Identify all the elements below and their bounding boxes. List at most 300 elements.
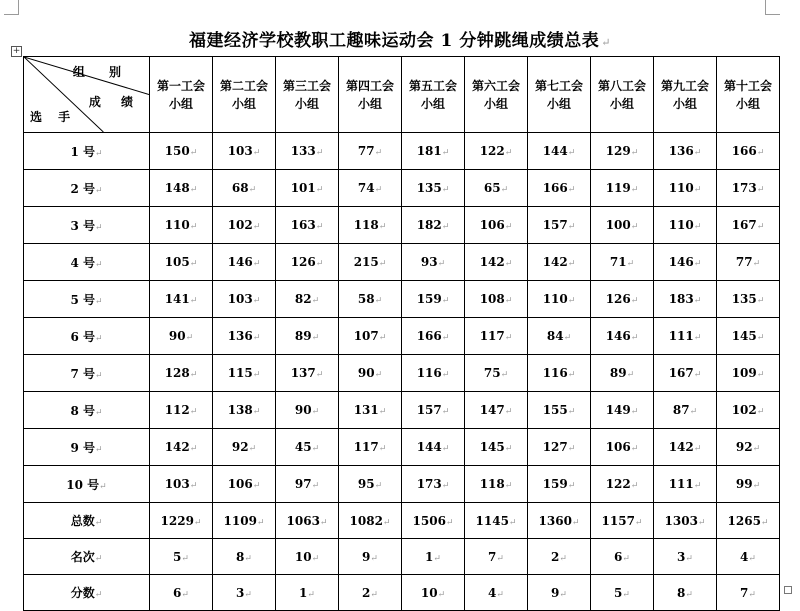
table-cell [717,392,780,429]
cell-value: 167 [731,218,757,232]
cell-value: 2 [551,549,560,564]
cell-value: 173 [416,477,442,491]
cell-end-mark: ↵ [311,407,320,417]
row-label-text: 10 号 [66,477,100,492]
cell-value: 6 [173,585,182,600]
cell-end-mark: ↵ [189,222,198,232]
table-cell [213,281,276,318]
end-of-table-mark [784,586,792,594]
cell-end-mark: ↵ [378,222,387,232]
column-header-label [346,79,394,111]
cell-value: 84 [546,329,564,343]
cell-value: 111 [668,477,694,491]
cell-end-mark: ↵ [504,407,513,417]
cell-value: 163 [290,218,316,232]
cell-value: 77 [735,255,753,269]
column-header-line: 小组 [546,96,571,111]
cell-value: 144 [416,440,442,454]
table-row [24,207,780,244]
table-cell [276,355,339,392]
table-cell [528,281,591,318]
table-cell [591,539,654,575]
cell-end-mark: ↵ [756,148,765,158]
table-cell [276,392,339,429]
table-cell [339,281,402,318]
table-cell [402,207,465,244]
cell-value: 106 [479,218,505,232]
cell-value: 1 [425,549,434,564]
column-header-line: 第八工会 [597,78,646,93]
cell-value: 87 [672,403,690,417]
table-cell [150,503,213,539]
cell-value: 138 [227,403,253,417]
cell-end-mark: ↵ [433,553,441,564]
cell-end-mark: ↵ [622,589,630,600]
cell-end-mark: ↵ [441,370,450,380]
table-cell [276,318,339,355]
cell-value: 97 [294,477,312,491]
table-cell [402,133,465,170]
cell-end-mark: ↵ [94,148,103,159]
score-table [23,56,780,611]
header-score-label: 成 绩 [88,95,141,109]
cell-end-mark: ↵ [504,148,513,158]
table-move-handle-icon[interactable]: + [12,46,21,56]
cell-end-mark: ↵ [630,444,639,454]
cell-value: 167 [668,366,694,380]
cell-end-mark: ↵ [756,185,765,195]
cell-end-mark: ↵ [693,444,702,454]
cell-end-mark: ↵ [685,589,693,600]
cell-value: 119 [605,181,631,195]
table-cell [402,281,465,318]
table-cell [654,539,717,575]
cell-value: 68 [231,181,249,195]
cell-end-mark: ↵ [441,148,450,158]
cell-end-mark: ↵ [496,553,504,564]
table-cell [465,318,528,355]
cell-end-mark: ↵ [248,444,257,454]
table-cell [213,466,276,503]
cell-value: 3 [236,585,245,600]
cell-end-mark: ↵ [567,407,576,417]
table-cell [591,318,654,355]
cell-value: 116 [542,366,568,380]
row-label [24,466,150,503]
cell-end-mark: ↵ [378,407,387,417]
cell-end-mark: ↵ [630,407,639,417]
cell-end-mark: ↵ [693,148,702,158]
table-cell [150,355,213,392]
cell-end-mark: ↵ [504,296,513,306]
cell-end-mark: ↵ [370,589,378,600]
table-cell [339,133,402,170]
cell-value: 107 [353,329,379,343]
cell-end-mark: ↵ [189,481,198,491]
table-cell [213,133,276,170]
cell-value: 150 [164,144,190,158]
cell-value: 166 [731,144,757,158]
cell-end-mark: ↵ [630,185,639,195]
cell-end-mark: ↵ [94,518,103,528]
cell-end-mark: ↵ [693,259,702,269]
cell-end-mark: ↵ [193,517,202,528]
table-cell [717,207,780,244]
cell-value: 58 [357,292,375,306]
table-cell [591,429,654,466]
row-label [24,207,150,244]
cell-value: 7 [488,549,497,564]
table-cell [339,539,402,575]
cell-value: 117 [479,329,505,343]
cell-value: 8 [236,549,245,564]
table-cell [654,392,717,429]
cell-end-mark: ↵ [567,222,576,232]
cell-end-mark: ↵ [630,148,639,158]
table-cell [591,170,654,207]
cell-value: 166 [416,329,442,343]
cell-value: 110 [542,292,568,306]
table-cell [339,575,402,611]
table-cell [717,466,780,503]
cell-end-mark: ↵ [626,370,635,380]
cell-end-mark: ↵ [189,407,198,417]
cell-value: 118 [479,477,505,491]
cell-value: 1229 [160,513,194,528]
cell-end-mark: ↵ [634,517,643,528]
cell-value: 144 [542,144,568,158]
cell-value: 90 [168,329,186,343]
row-label-text: 8 号 [70,403,95,418]
cell-value: 108 [479,292,505,306]
cell-value: 106 [605,440,631,454]
cell-end-mark: ↵ [189,148,198,158]
cell-value: 118 [353,218,379,232]
cell-value: 102 [731,403,757,417]
cell-end-mark: ↵ [567,148,576,158]
cell-value: 106 [227,477,253,491]
table-cell [402,539,465,575]
table-cell [528,575,591,611]
cell-value: 6 [614,549,623,564]
table-cell [654,207,717,244]
cell-end-mark: ↵ [94,370,103,381]
cell-end-mark: ↵ [622,553,630,564]
cell-value: 142 [542,255,568,269]
table-cell [276,466,339,503]
cell-value: 10 [294,549,312,564]
cell-end-mark: ↵ [252,259,261,269]
cell-value: 117 [353,440,379,454]
cell-end-mark: ↵ [748,589,756,600]
table-cell [528,207,591,244]
cell-end-mark: ↵ [567,444,576,454]
cell-end-mark: ↵ [189,259,198,269]
cell-value: 148 [164,181,190,195]
table-cell [213,318,276,355]
cell-end-mark: ↵ [94,444,103,455]
cell-value: 89 [609,366,627,380]
cell-end-mark: ↵ [752,444,761,454]
table-cell [717,170,780,207]
cell-end-mark: ↵ [630,296,639,306]
table-cell [276,170,339,207]
cell-value: 127 [542,440,568,454]
row-label-text: 总数 [70,514,95,528]
cell-value: 173 [731,181,757,195]
table-cell [717,503,780,539]
cell-end-mark: ↵ [693,222,702,232]
column-header-line: 小组 [294,96,319,111]
table-row [24,244,780,281]
row-label-text: 分数 [70,586,95,600]
cell-value: 75 [483,366,501,380]
table-cell [654,281,717,318]
table-cell [150,539,213,575]
cell-value: 1145 [475,513,509,528]
row-label [24,281,150,318]
cell-end-mark: ↵ [94,407,103,418]
cell-end-mark: ↵ [374,370,383,380]
cell-value: 141 [164,292,190,306]
cell-value: 82 [294,292,312,306]
row-label-text: 1 号 [70,144,95,159]
row-label [24,244,150,281]
cell-value: 103 [227,144,253,158]
cell-end-mark: ↵ [500,185,509,195]
cell-end-mark: ↵ [441,444,450,454]
cell-end-mark: ↵ [559,553,567,564]
cell-value: 1063 [286,513,320,528]
column-header [465,57,528,133]
table-cell [465,133,528,170]
table-cell [150,392,213,429]
cell-end-mark: ↵ [441,481,450,491]
cell-value: 102 [227,218,253,232]
cell-end-mark: ↵ [563,333,572,343]
table-cell [339,244,402,281]
table-cell [528,244,591,281]
table-cell [402,318,465,355]
column-header-label [220,79,268,111]
table-cell [654,466,717,503]
cell-end-mark: ↵ [252,370,261,380]
cell-end-mark: ↵ [756,370,765,380]
cell-value: 129 [605,144,631,158]
column-header-line: 第六工会 [471,78,520,93]
table-cell [465,207,528,244]
cell-end-mark: ↵ [630,481,639,491]
cell-value: 1157 [601,513,635,528]
cell-end-mark: ↵ [252,222,261,232]
row-label-text: 5 号 [70,292,95,307]
cell-end-mark: ↵ [244,553,252,564]
cell-value: 90 [357,366,375,380]
cell-end-mark: ↵ [252,148,261,158]
table-cell [276,539,339,575]
cell-value: 136 [227,329,253,343]
table-cell [402,355,465,392]
cell-value: 142 [164,440,190,454]
cell-end-mark: ↵ [94,259,103,270]
cell-end-mark: ↵ [693,481,702,491]
table-cell [339,170,402,207]
table-cell [402,170,465,207]
cell-end-mark: ↵ [315,148,324,158]
column-header-line: 小组 [483,96,508,111]
column-header-line: 小组 [231,96,256,111]
column-header-label [472,79,520,111]
column-header-line: 小组 [420,96,445,111]
cell-end-mark: ↵ [94,590,103,600]
column-header-line: 小组 [609,96,634,111]
table-cell [402,429,465,466]
table-cell [339,318,402,355]
table-cell [150,170,213,207]
cell-value: 136 [668,144,694,158]
cell-value: 5 [173,549,182,564]
table-cell [402,503,465,539]
row-label-text: 7 号 [70,366,95,381]
cell-value: 8 [677,585,686,600]
column-header-line: 第四工会 [345,78,394,93]
column-header-label [724,79,772,111]
column-header [402,57,465,133]
table-cell [591,466,654,503]
table-row [24,281,780,318]
cell-end-mark: ↵ [689,407,698,417]
table-cell [150,281,213,318]
cell-end-mark: ↵ [693,333,702,343]
row-label-text: 名次 [70,550,95,564]
cell-value: 45 [294,440,312,454]
cell-end-mark: ↵ [437,259,446,269]
cell-end-mark: ↵ [378,444,387,454]
cell-value: 157 [542,218,568,232]
cell-end-mark: ↵ [693,296,702,306]
cell-value: 116 [416,366,442,380]
cell-end-mark: ↵ [441,222,450,232]
row-label [24,503,150,539]
table-cell [465,392,528,429]
table-cell [591,575,654,611]
cell-value: 142 [479,255,505,269]
table-row [24,429,780,466]
cell-value: 1360 [538,513,572,528]
cell-end-mark: ↵ [374,185,383,195]
table-cell [654,503,717,539]
cell-end-mark: ↵ [94,296,103,307]
cell-end-mark: ↵ [374,296,383,306]
cell-value: 137 [290,366,316,380]
column-header-line: 小组 [735,96,760,111]
cell-end-mark: ↵ [441,407,450,417]
table-cell [465,355,528,392]
table-cell [150,318,213,355]
paragraph-mark-icon: ↵ [601,36,611,49]
cell-end-mark: ↵ [252,481,261,491]
cell-end-mark: ↵ [319,517,328,528]
cell-end-mark: ↵ [370,553,378,564]
cell-end-mark: ↵ [559,589,567,600]
column-header-line: 第五工会 [408,78,457,93]
cell-end-mark: ↵ [94,222,103,233]
cell-end-mark: ↵ [693,185,702,195]
table-cell [528,466,591,503]
table-cell [276,281,339,318]
cell-value: 100 [605,218,631,232]
column-header [213,57,276,133]
cell-value: 112 [164,403,190,417]
cell-end-mark: ↵ [315,222,324,232]
cell-end-mark: ↵ [99,481,107,492]
column-header [276,57,339,133]
table-cell [591,207,654,244]
row-label [24,318,150,355]
cell-value: 135 [416,181,442,195]
table-cell [528,392,591,429]
cell-value: 65 [483,181,501,195]
table-cell [654,133,717,170]
cell-end-mark: ↵ [311,444,320,454]
cell-value: 89 [294,329,312,343]
page-corner-mark-right [765,0,780,15]
row-label-text: 2 号 [70,181,95,196]
cell-value: 95 [357,477,375,491]
cell-end-mark: ↵ [760,517,769,528]
table-cell [150,429,213,466]
cell-end-mark: ↵ [311,333,320,343]
row-label [24,170,150,207]
cell-end-mark: ↵ [311,296,320,306]
column-header-line: 第九工会 [660,78,709,93]
cell-end-mark: ↵ [315,259,324,269]
table-cell [339,503,402,539]
table-cell [339,392,402,429]
cell-end-mark: ↵ [567,481,576,491]
cell-end-mark: ↵ [500,370,509,380]
cell-value: 103 [227,292,253,306]
table-row [24,575,780,611]
table-cell [213,429,276,466]
cell-end-mark: ↵ [181,589,189,600]
cell-value: 2 [362,585,371,600]
table-cell [654,318,717,355]
cell-end-mark: ↵ [504,333,513,343]
cell-value: 110 [164,218,190,232]
table-cell [402,466,465,503]
cell-end-mark: ↵ [508,517,517,528]
column-header-label [409,79,457,111]
row-label [24,575,150,611]
cell-value: 115 [227,366,253,380]
column-header-line: 第二工会 [219,78,268,93]
cell-end-mark: ↵ [252,333,261,343]
table-cell [528,170,591,207]
cell-value: 110 [668,181,694,195]
cell-end-mark: ↵ [189,444,198,454]
cell-end-mark: ↵ [630,333,639,343]
cell-value: 159 [542,477,568,491]
cell-end-mark: ↵ [756,222,765,232]
column-header [591,57,654,133]
table-cell [717,539,780,575]
table-cell [528,429,591,466]
table-cell [213,539,276,575]
table-cell [528,133,591,170]
cell-end-mark: ↵ [504,481,513,491]
cell-value: 77 [357,144,375,158]
